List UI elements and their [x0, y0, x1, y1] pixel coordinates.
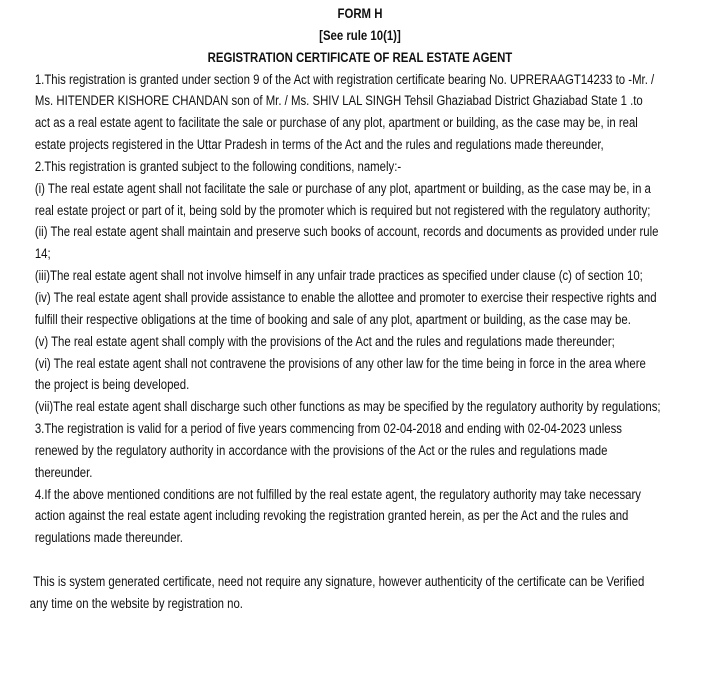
spacer — [0, 549, 720, 571]
body-line: act as a real estate agent to facilitate the sale or purchase of any plot, apartment or building, as the case may be, in real — [34, 115, 638, 131]
body-line: (vii)The real estate agent shall discharge such other functions as may be specified by the regulatory authority by regulations; — [34, 399, 661, 415]
note-line: any time on the website by registration no. — [29, 595, 243, 611]
body-line: 4.If the above mentioned conditions are not fulfilled by the real estate agent, the regulatory authority may take necessary — [34, 486, 641, 502]
rule-reference: [See rule 10(1)] — [319, 27, 401, 43]
body-line: thereunder. — [34, 464, 93, 480]
note-line: This is system generated certificate, need not require any signature, however authenticity of the certificate can be Verified — [33, 573, 645, 589]
certificate-body — [0, 69, 720, 550]
body-line: (i) The real estate agent shall not facilitate the sale or purchase of any plot, apartment or building, as the case may be, in a — [34, 180, 651, 196]
body-line: Ms. HITENDER KISHORE CHANDAN son of Mr. / Ms. SHIV LAL SINGH Tehsil Ghaziabad District Ghaziabad State 1 .to — [34, 93, 643, 109]
body-line: action against the real estate agent including revoking the registration granted herein, as per the Act and the rules and — [34, 508, 629, 524]
body-line: estate projects registered in the Uttar Pradesh in terms of the Act and the rules and regulations made thereunder, — [34, 137, 604, 153]
body-line: 2.This registration is granted subject to the following conditions, namely:- — [34, 158, 402, 174]
body-line: (vi) The real estate agent shall not contravene the provisions of any other law for the time being in force in the area where — [34, 355, 646, 371]
body-line: (ii) The real estate agent shall maintain and preserve such books of account, records and documents as provided under rule — [34, 224, 659, 240]
form-heading: FORM H — [337, 6, 383, 21]
body-line: renewed by the regulatory authority in accordance with the provisions of the Act or the rules and regulations made — [34, 442, 608, 458]
certificate-document — [0, 3, 720, 615]
body-line: 3.The registration is valid for a period of five years commencing from 02-04-2018 and ending with 02-04-2023 unless — [34, 421, 622, 437]
body-line: fulfill their respective obligations at the time of booking and sale of any plot, apartment or building, as the case may be. — [34, 311, 631, 327]
certificate-title: REGISTRATION CERTIFICATE OF REAL ESTATE AGENT — [207, 49, 513, 65]
body-line: (v) The real estate agent shall comply with the provisions of the Act and the rules and regulations made thereunder; — [34, 333, 615, 349]
body-line: (iv) The real estate agent shall provide assistance to enable the allottee and promoter to exercise their respective rights and — [34, 289, 657, 305]
body-line: regulations made thereunder. — [34, 530, 183, 546]
body-line: the project is being developed. — [34, 377, 190, 393]
body-line: 14; — [34, 246, 51, 262]
body-line: 1.This registration is granted under section 9 of the Act with registration certificate bearing No. UPRERAAGT14233 to -Mr. / — [34, 71, 655, 87]
body-line: (iii)The real estate agent shall not involve himself in any unfair trade practices as specified under clause (c) of section 10; — [34, 268, 643, 284]
body-line: real estate project or part of it, being sold by the promoter which is required but not registered with the regulatory authority; — [34, 202, 651, 218]
